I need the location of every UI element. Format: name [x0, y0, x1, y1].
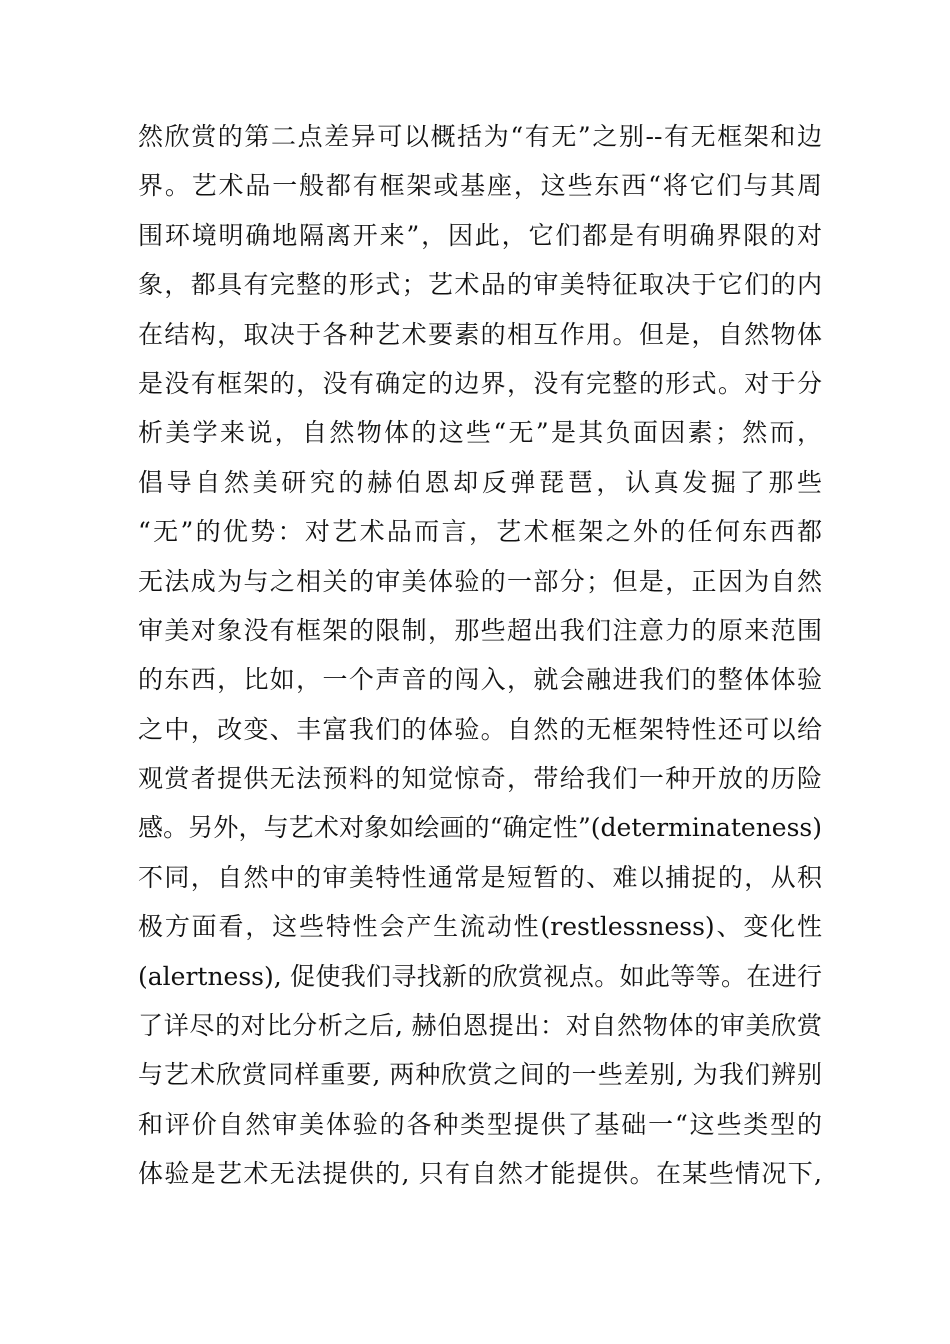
text-line: 析美学来说，自然物体的这些“无”是其负面因素；然而，	[138, 418, 822, 448]
text-line: 的东西，比如，一个声音的闯入，就会融进我们的整体体验	[138, 665, 822, 695]
text-line: 不同，自然中的审美特性通常是短暂的、难以捕捉的，从积	[138, 862, 822, 892]
text-line: 和评价自然审美体验的各种类型提供了基础一“这些类型的	[138, 1109, 822, 1139]
text-line: 感。另外，与艺术对象如绘画的“确定性”(determinateness)	[138, 813, 822, 843]
text-line: “无”的优势：对艺术品而言，艺术框架之外的任何东西都	[138, 517, 822, 547]
text-line: 在结构，取决于各种艺术要素的相互作用。但是，自然物体	[138, 319, 822, 349]
text-line: 围环境明确地隔离开来”，因此，它们都是有明确界限的对	[138, 220, 822, 250]
text-line: 观赏者提供无法预料的知觉惊奇，带给我们一种开放的历险	[138, 764, 822, 794]
text-line: 体验是艺术无法提供的, 只有自然才能提供。在某些情况下,	[138, 1159, 822, 1189]
text-line: 了详尽的对比分析之后, 赫伯恩提出：对自然物体的审美欣赏	[138, 1011, 822, 1041]
text-line: 然欣赏的第二点差异可以概括为“有无”之别--有无框架和边	[138, 122, 822, 151]
text-line: 无法成为与之相关的审美体验的一部分；但是，正因为自然	[138, 566, 822, 596]
text-line: 界。艺术品一般都有框架或基座，这些东西“将它们与其周	[138, 171, 822, 201]
text-line: 极方面看，这些特性会产生流动性(restlessness)、变化性	[138, 912, 822, 942]
text-line: 之中，改变、丰富我们的体验。自然的无框架特性还可以给	[138, 714, 822, 744]
text-line: 象，都具有完整的形式；艺术品的审美特征取决于它们的内	[138, 270, 822, 300]
text-line: (alertness), 促使我们寻找新的欣赏视点。如此等等。在进行	[138, 961, 822, 991]
text-line: 倡导自然美研究的赫伯恩却反弹琵琶，认真发掘了那些	[138, 467, 822, 497]
text-line: 是没有框架的，没有确定的边界，没有完整的形式。对于分	[138, 368, 822, 398]
body-paragraph	[138, 112, 822, 1199]
text-line: 审美对象没有框架的限制，那些超出我们注意力的原来范围	[138, 615, 822, 645]
text-line: 与艺术欣赏同样重要, 两种欣赏之间的一些差别, 为我们辨别	[138, 1060, 822, 1090]
